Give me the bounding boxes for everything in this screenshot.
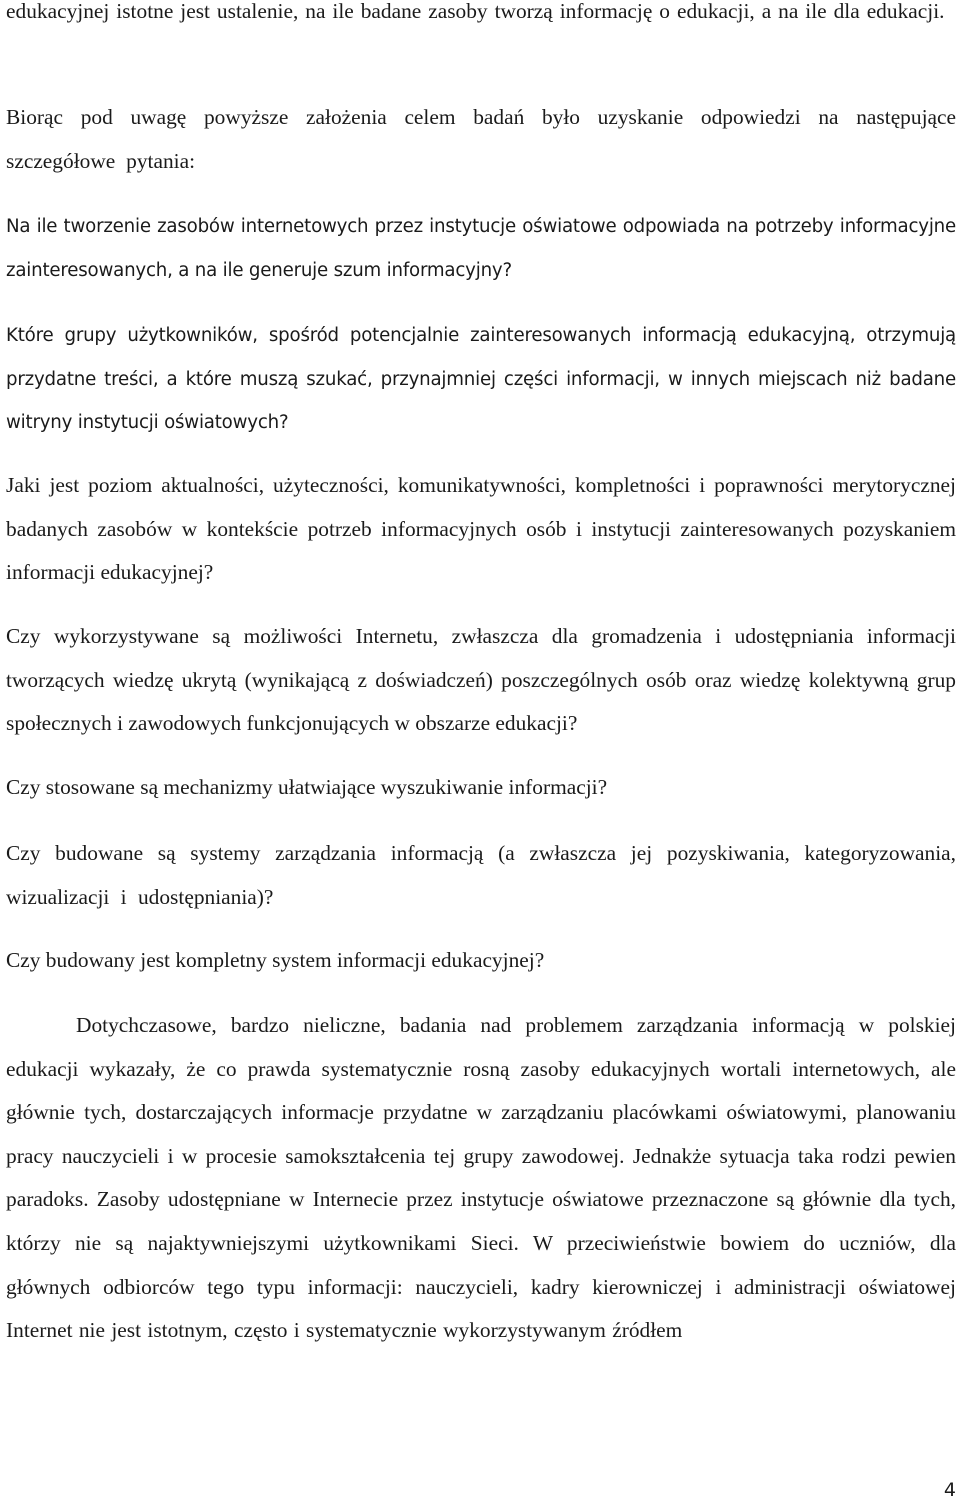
paragraph-previous-research: Dotychczasowe, bardzo nieliczne, badania nad problemem zarządzania informacją w polskiej edukacji wykazały, że co prawda systematycznie rosną zasoby edukacyjnych wortali internetowych, ale głównie tych, dostarczających informacje przydatne w zarządzaniu placówkami oświatowymi, planowaniu pracy nauczycieli i w procesie samokształcenia tej grupy zawodowej. Jednakże sytuacja taka rodzi pewien paradoks. Zasoby udostępniane w Internecie przez instytucje oświatowe przeznaczone są głównie dla tych, którzy nie są najaktywniejszymi użytkownikami Sieci. W przeciwieństwie bowiem do uczniów, dla głównych odbiorców tego typu informacji: nauczycieli, kadry kierowniczej i administracji oświatowej Internet nie jest istotnym, często i systematycznie wykorzystywanym źródłem — [6, 1013, 956, 1343]
paragraph-research-goal: Biorąc pod uwagę powyższe założenia celem badań było uzyskanie odpowiedzi na następujące szczegółowe pytania: — [6, 105, 956, 173]
question-information-noise: Na ile tworzenie zasobów internetowych przez instytucje oświatowe odpowiada na potrzeby informacyjne zainteresowanych, a na ile generuje szum informacyjny? — [6, 216, 956, 281]
question-tacit-knowledge: Czy wykorzystywane są możliwości Internetu, zwłaszcza dla gromadzenia i udostępniania informacji tworzących wiedzę ukrytą (wynikającą z doświadczeń) poszczególnych osób oraz wiedzę kolektywną grup społecznych i zawodowych funkcjonujących w obszarze edukacji? — [6, 624, 956, 736]
page-number: 4 — [943, 1479, 956, 1501]
question-user-groups: Które grupy użytkowników, spośród potencjalnie zainteresowanych informacją edukacyjną, otrzymują przydatne treści, a które muszą szukać, przynajmniej części informacji, w innych miejscach niż badane witryny instytucji oświatowych? — [6, 325, 956, 434]
question-search-mechanisms: Czy stosowane są mechanizmy ułatwiające wyszukiwanie informacji? — [6, 775, 608, 799]
paragraph-intro-continuation: edukacyjnej istotne jest ustalenie, na ile badane zasoby tworzą informację o edukacji, a na ile dla edukacji. — [6, 0, 945, 23]
question-quality-level: Jaki jest poziom aktualności, użyteczności, komunikatywności, kompletności i poprawności merytorycznej badanych zasobów w kontekście potrzeb informacyjnych osób i instytucji zainteresowanych pozyskaniem informacji edukacyjnej? — [6, 473, 956, 585]
question-information-management: Czy budowane są systemy zarządzania informacją (a zwłaszcza jej pozyskiwania, kategoryzowania, wizualizacji i udostępniania)? — [6, 841, 956, 909]
question-complete-system: Czy budowany jest kompletny system informacji edukacyjnej? — [6, 948, 545, 972]
